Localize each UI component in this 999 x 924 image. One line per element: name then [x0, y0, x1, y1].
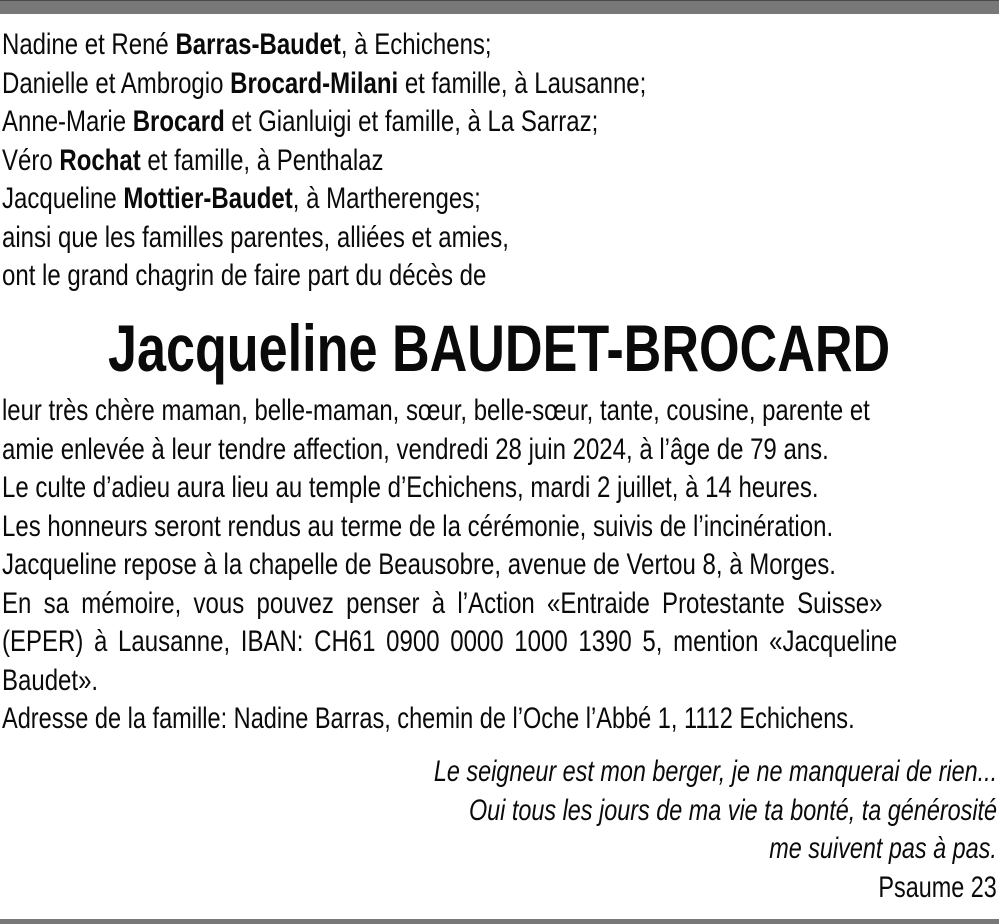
quote-source: Psaume 23 [878, 870, 997, 904]
quote-line: me suivent pas à pas. [769, 832, 997, 865]
family-line-text: et Gianluigi et famille, à La Sarraz; [224, 105, 599, 138]
deceased-name: Jacqueline BAUDET-BROCARD [108, 311, 891, 385]
family-line [2, 65, 646, 103]
family-line-text: Jacqueline [2, 182, 124, 215]
family-line-text: Anne-Marie [2, 105, 133, 138]
family-line-text: , à Martherenges; [292, 182, 481, 215]
family-name-bold: Brocard-Milani [230, 66, 399, 100]
family-line [2, 180, 481, 218]
family-line [2, 142, 384, 180]
body-line: leur très chère maman, belle-maman, sœur, belle-sœur, tante, cousine, parente et [2, 394, 870, 427]
body-line-iban: (EPER) à Lausanne, IBAN: CH61 0900 0000 1000 1390 5, mention «Jacqueline [2, 625, 898, 658]
family-line [2, 103, 598, 141]
body-line: Le culte d’adieu aura lieu au temple d’Echichens, mardi 2 juillet, à 14 heures. [2, 471, 819, 504]
family-name-bold: Brocard [132, 105, 225, 138]
quote-line: Le seigneur est mon berger, je ne manquerai de rien... [433, 755, 997, 788]
family-name-bold: Mottier-Baudet [123, 182, 293, 215]
family-line-text: ont le grand chagrin de faire part du décès de [2, 259, 487, 292]
body-line: amie enlevée à leur tendre affection, vendredi 28 juin 2024, à l’âge de 79 ans. [2, 432, 829, 466]
family-line-text: Danielle et Ambrogio [2, 66, 231, 100]
body-line: Jacqueline repose à la chapelle de Beausobre, avenue de Vertou 8, à Morges. [2, 548, 836, 581]
body-line-donation: En sa mémoire, vous pouvez penser à l’Action «Entraide Protestante Suisse» [2, 586, 883, 620]
family-line-text: Nadine et René [2, 28, 176, 61]
quote-line: Oui tous les jours de ma vie ta bonté, ta générosité [468, 793, 997, 827]
announcement-intro [2, 257, 486, 295]
family-name-bold: Barras-Baudet [175, 28, 341, 61]
family-line-text: , à Echichens; [340, 28, 492, 61]
body-line: Les honneurs seront rendus au terme de la cérémonie, suivis de l’incinération. [2, 509, 834, 543]
family-address: Adresse de la famille: Nadine Barras, chemin de l’Oche l’Abbé 1, 1112 Echichens. [2, 702, 855, 735]
family-line-text: et famille, à Lausanne; [398, 66, 647, 100]
family-name-bold: Rochat [59, 143, 141, 177]
bottom-border-bar [0, 919, 999, 924]
family-line-text: Véro [2, 143, 60, 177]
family-line [2, 26, 492, 64]
family-line-text: et famille, à Penthalaz [140, 143, 384, 177]
family-line-text: ainsi que les familles parentes, alliées et amies, [2, 220, 509, 254]
body-line: Baudet». [2, 663, 99, 697]
deceased-name-heading [0, 308, 999, 388]
top-border-bar [0, 0, 999, 14]
family-line [2, 219, 509, 257]
